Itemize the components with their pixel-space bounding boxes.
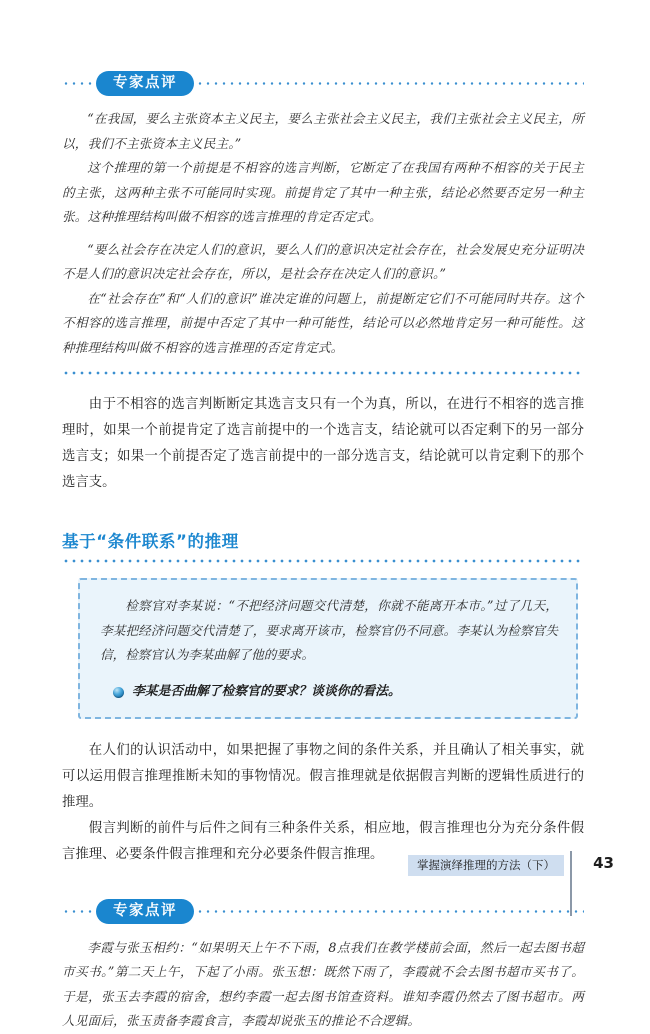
dotted-rule-left-2	[62, 910, 96, 913]
body-paragraph: 在人们的认识活动中，如果把握了事物之间的条件关系，并且确认了相关事实，就可以运用假言推理推断未知的事物情况。假言推理就是依据假言判断的逻辑性质进行的推理。	[62, 742, 584, 810]
expert-commentary-header-1	[62, 70, 584, 96]
section-heading-underline	[62, 559, 584, 563]
commentary-paragraph: “在我国，要么主张资本主义民主，要么主张社会主义民主，我们主张社会主义民主，所以，我们不主张资本主义民主。”	[62, 111, 584, 151]
expert-commentary-section-2	[62, 899, 584, 1034]
expert-commentary-badge-2: 专家点评	[96, 899, 194, 924]
expert-commentary-body-2	[62, 936, 584, 1034]
footer-divider-rule	[570, 851, 572, 916]
body-text-block-1	[62, 392, 584, 496]
expert-commentary-header-2	[62, 899, 584, 925]
page-number: 43	[593, 854, 614, 872]
case-study-question-text: 李某是否曲解了检察官的要求？谈谈你的看法。	[132, 683, 401, 699]
body-paragraph: 假言判断的前件与后件之间有三种条件关系，相应地，假言推理也分为充分条件假言推理、必要条件假言推理和充分必要条件假言推理。	[62, 820, 584, 862]
case-study-box	[78, 578, 578, 719]
blue-orb-bullet-icon	[113, 687, 124, 698]
commentary-paragraph: 李霞与张玉相约：“如果明天上午不下雨，8点我们在教学楼前会面，然后一起去图书超市买书。”第二天上午，下起了小雨。张玉想：既然下雨了，李霞就不会去图书超市买书了。于是，张玉去李霞的宿舍，想约李霞一起去图书馆查资料。谁知李霞仍然去了图书超市。两人见面后，张玉责备李霞食言，李霞却说张玉的推论不合逻辑。	[62, 939, 584, 1028]
commentary-paragraph: 这个推理的第一个前提是不相容的选言判断，它断定了在我国有两种不相容的关于民主的主张，这两种主张不可能同时实现。前提肯定了其中一种主张，结论必然要否定另一种主张。这种推理结构叫做不相容的选言推理的肯定否定式。	[62, 160, 584, 224]
dotted-rule-left-1	[62, 82, 96, 85]
dotted-rule-right-2	[196, 910, 584, 913]
case-study-text: 检察官对李某说：“不把经济问题交代清楚，你就不能离开本市。”过了几天，李某把经济问题交代清楚了，要求离开该市，检察官仍不同意。李某认为检察官失信，检察官认为李某曲解了他的要求。	[100, 598, 558, 662]
commentary-paragraph: 在“社会存在”和“人们的意识”谁决定谁的问题上，前提断定它们不可能同时共存。这个不相容的选言推理，前提中否定了其中一种可能性，结论可以必然地肯定另一种可能性。这种推理结构叫做不相容的选言推理的否定肯定式。	[62, 290, 584, 355]
page-footer	[0, 855, 650, 885]
section-heading-block	[62, 528, 584, 563]
case-study-question	[100, 681, 558, 703]
expert-commentary-body-1	[62, 107, 584, 360]
dotted-rule-right-1	[196, 82, 584, 85]
expert-commentary-section-1	[62, 70, 584, 375]
footer-chapter-label: 掌握演绎推理的方法（下）	[408, 855, 564, 876]
body-paragraph: 由于不相容的选言判断断定其选言支只有一个为真，所以，在进行不相容的选言推理时，如果一个前提肯定了选言前提中的一个选言支，结论就可以否定剩下的另一部分选言支；如果一个前提否定了选言前提中的一部分选言支，结论就可以肯定剩下的那个选言支。	[62, 397, 584, 490]
commentary-paragraph: “要么社会存在决定人们的意识，要么人们的意识决定社会存在，社会发展史充分证明决不是人们的意识决定社会存在，所以，是社会存在决定人们的意识。”	[62, 241, 584, 281]
expert-commentary-badge-1: 专家点评	[96, 71, 194, 96]
section-divider-1	[62, 371, 584, 375]
body-text-block-2	[62, 738, 584, 868]
section-heading: 基于“条件联系”的推理	[62, 532, 239, 551]
